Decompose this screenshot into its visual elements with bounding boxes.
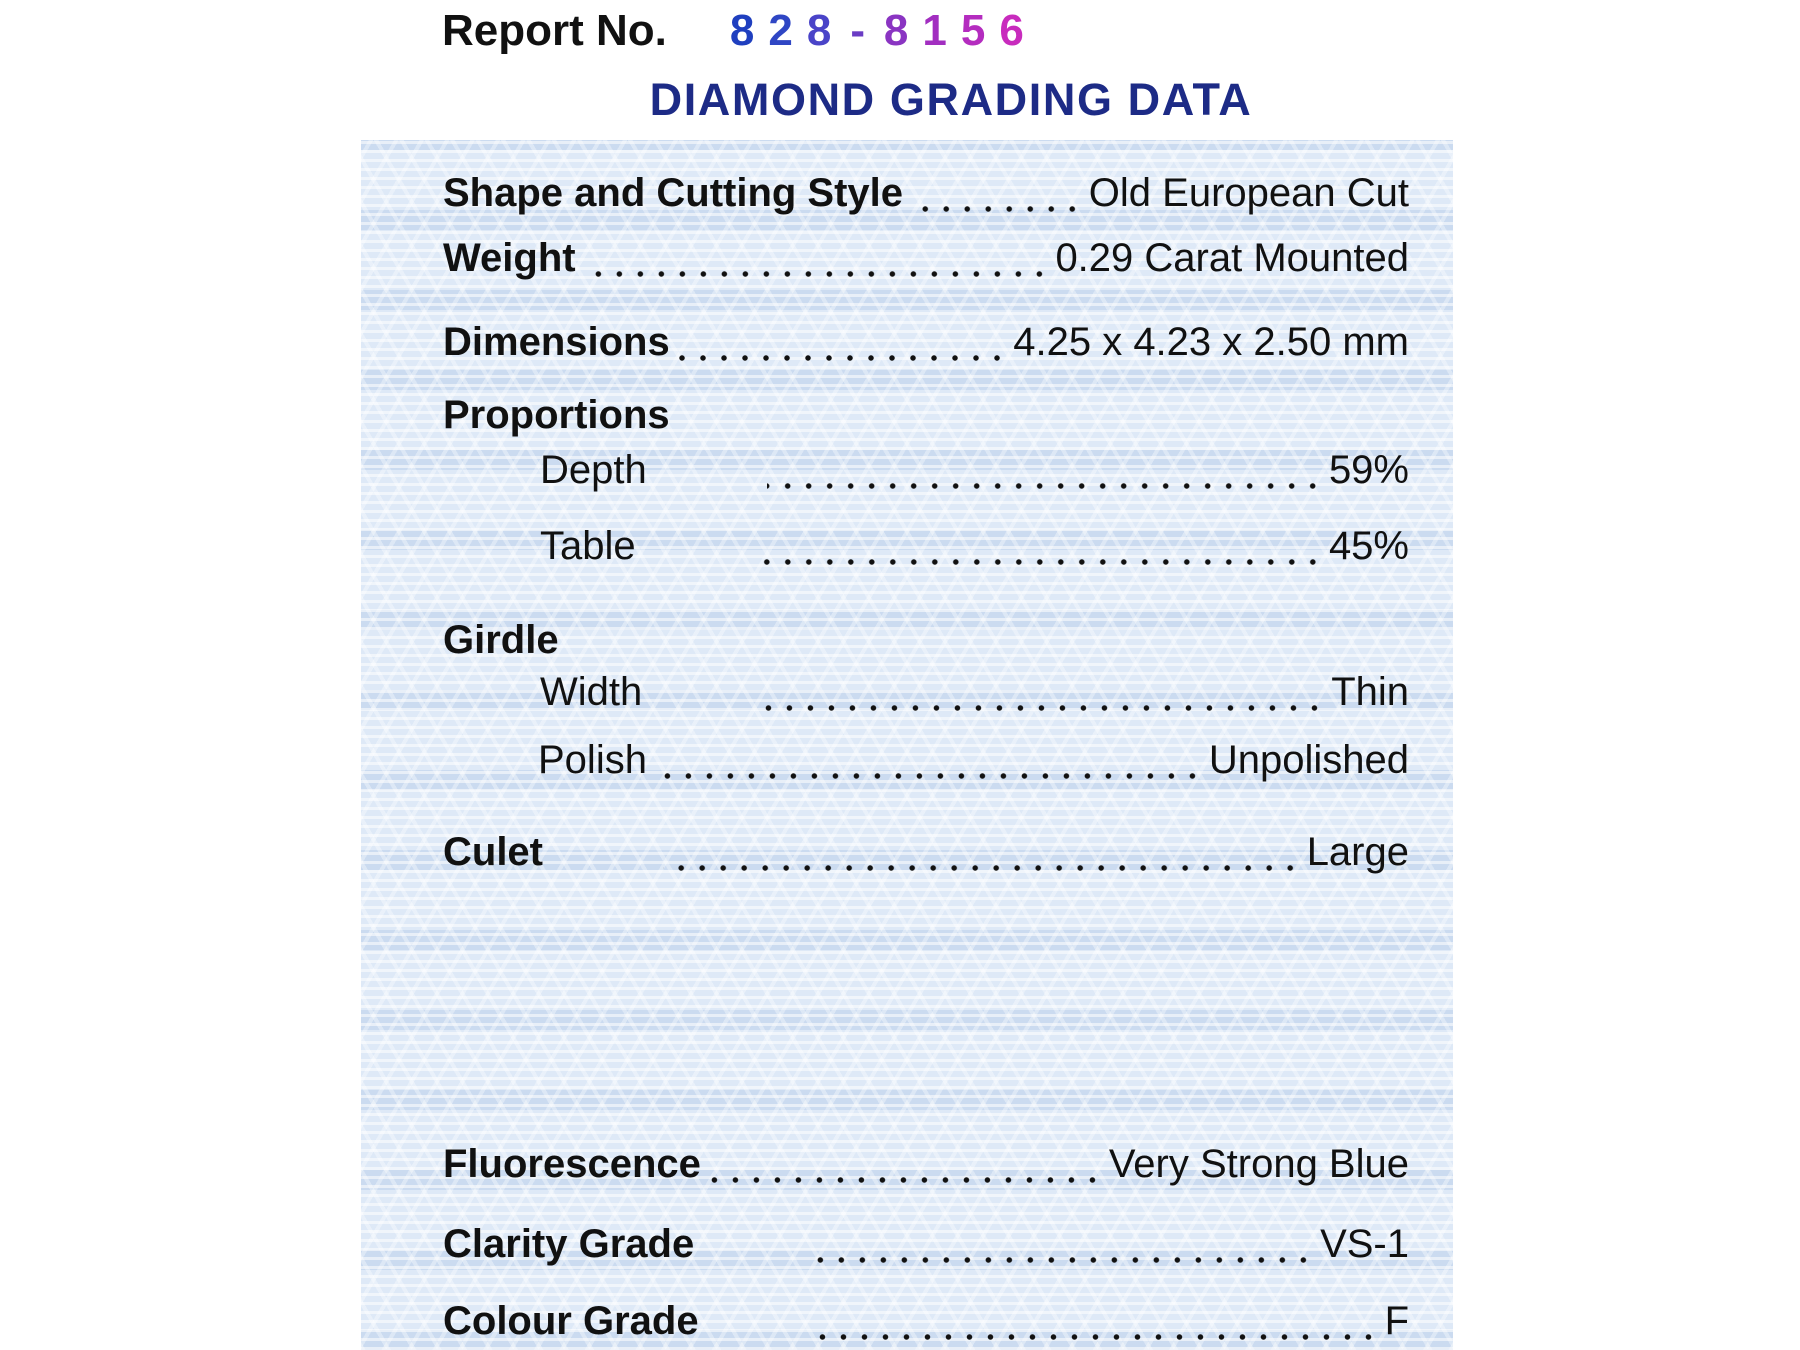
culet-row — [443, 826, 1409, 876]
clarity-row — [443, 1218, 1409, 1268]
girdle-heading: Girdle — [443, 618, 559, 662]
clarity-leader — [814, 1220, 1314, 1268]
colour-value: F — [1384, 1299, 1409, 1343]
depth-leader — [767, 446, 1323, 494]
report-number-digit: 8 — [883, 6, 909, 55]
clarity-value: VS-1 — [1320, 1222, 1409, 1266]
girdle-polish-row — [538, 734, 1409, 784]
report-number-digit: 2 — [768, 6, 793, 55]
fluorescence-label: Fluorescence — [443, 1142, 701, 1186]
culet-leader — [663, 828, 1301, 876]
depth-label: Depth — [540, 448, 647, 492]
dimensions-label: Dimensions — [443, 320, 670, 364]
shape-row — [443, 167, 1409, 217]
girdle-width-value: Thin — [1331, 670, 1409, 714]
table-value: 45% — [1328, 524, 1409, 568]
clarity-label: Clarity Grade — [443, 1222, 695, 1266]
report-number-digit: - — [850, 6, 865, 55]
shape-value: Old European Cut — [1088, 171, 1409, 215]
weight-row — [443, 232, 1409, 282]
depth-value: 59% — [1328, 448, 1409, 492]
weight-value: 0.29 Carat Mounted — [1055, 236, 1409, 280]
shape-label: Shape and Cutting Style — [443, 171, 904, 215]
report-number-digit: 1 — [922, 6, 947, 55]
girdle-polish-value: Unpolished — [1208, 738, 1409, 782]
report-number — [442, 4, 1031, 58]
girdle-polish-leader — [655, 736, 1203, 784]
report-number-digit: 8 — [729, 6, 755, 55]
girdle-width-label: Width — [540, 670, 643, 714]
fluorescence-row — [443, 1138, 1409, 1188]
shape-leader — [911, 169, 1083, 217]
table-label: Table — [540, 524, 636, 568]
report-title: DIAMOND GRADING DATA — [649, 74, 1253, 125]
report-number-digit: 5 — [960, 6, 986, 55]
dimensions-value: 4.25 x 4.23 x 2.50 mm — [1013, 320, 1409, 364]
girdle-width-leader — [762, 668, 1325, 716]
report-number-value — [723, 6, 1031, 56]
table-row — [540, 520, 1409, 570]
depth-row — [540, 444, 1409, 494]
fluorescence-leader — [709, 1140, 1103, 1188]
report-number-label: Report No. — [442, 6, 667, 55]
proportions-heading: Proportions — [443, 393, 670, 437]
colour-row — [443, 1295, 1409, 1345]
report-number-digit: 8 — [806, 6, 832, 55]
colour-label: Colour Grade — [443, 1299, 699, 1343]
weight-label: Weight — [443, 236, 576, 280]
culet-label: Culet — [443, 830, 543, 874]
culet-value: Large — [1306, 830, 1409, 874]
girdle-polish-label: Polish — [538, 738, 647, 782]
report-number-digit: 6 — [999, 6, 1024, 55]
girdle-width-row — [540, 666, 1409, 716]
dimensions-leader — [678, 318, 1008, 366]
colour-leader — [819, 1297, 1379, 1345]
weight-leader — [584, 234, 1050, 282]
table-leader — [756, 522, 1323, 570]
fluorescence-value: Very Strong Blue — [1108, 1142, 1409, 1186]
dimensions-row — [443, 316, 1409, 366]
